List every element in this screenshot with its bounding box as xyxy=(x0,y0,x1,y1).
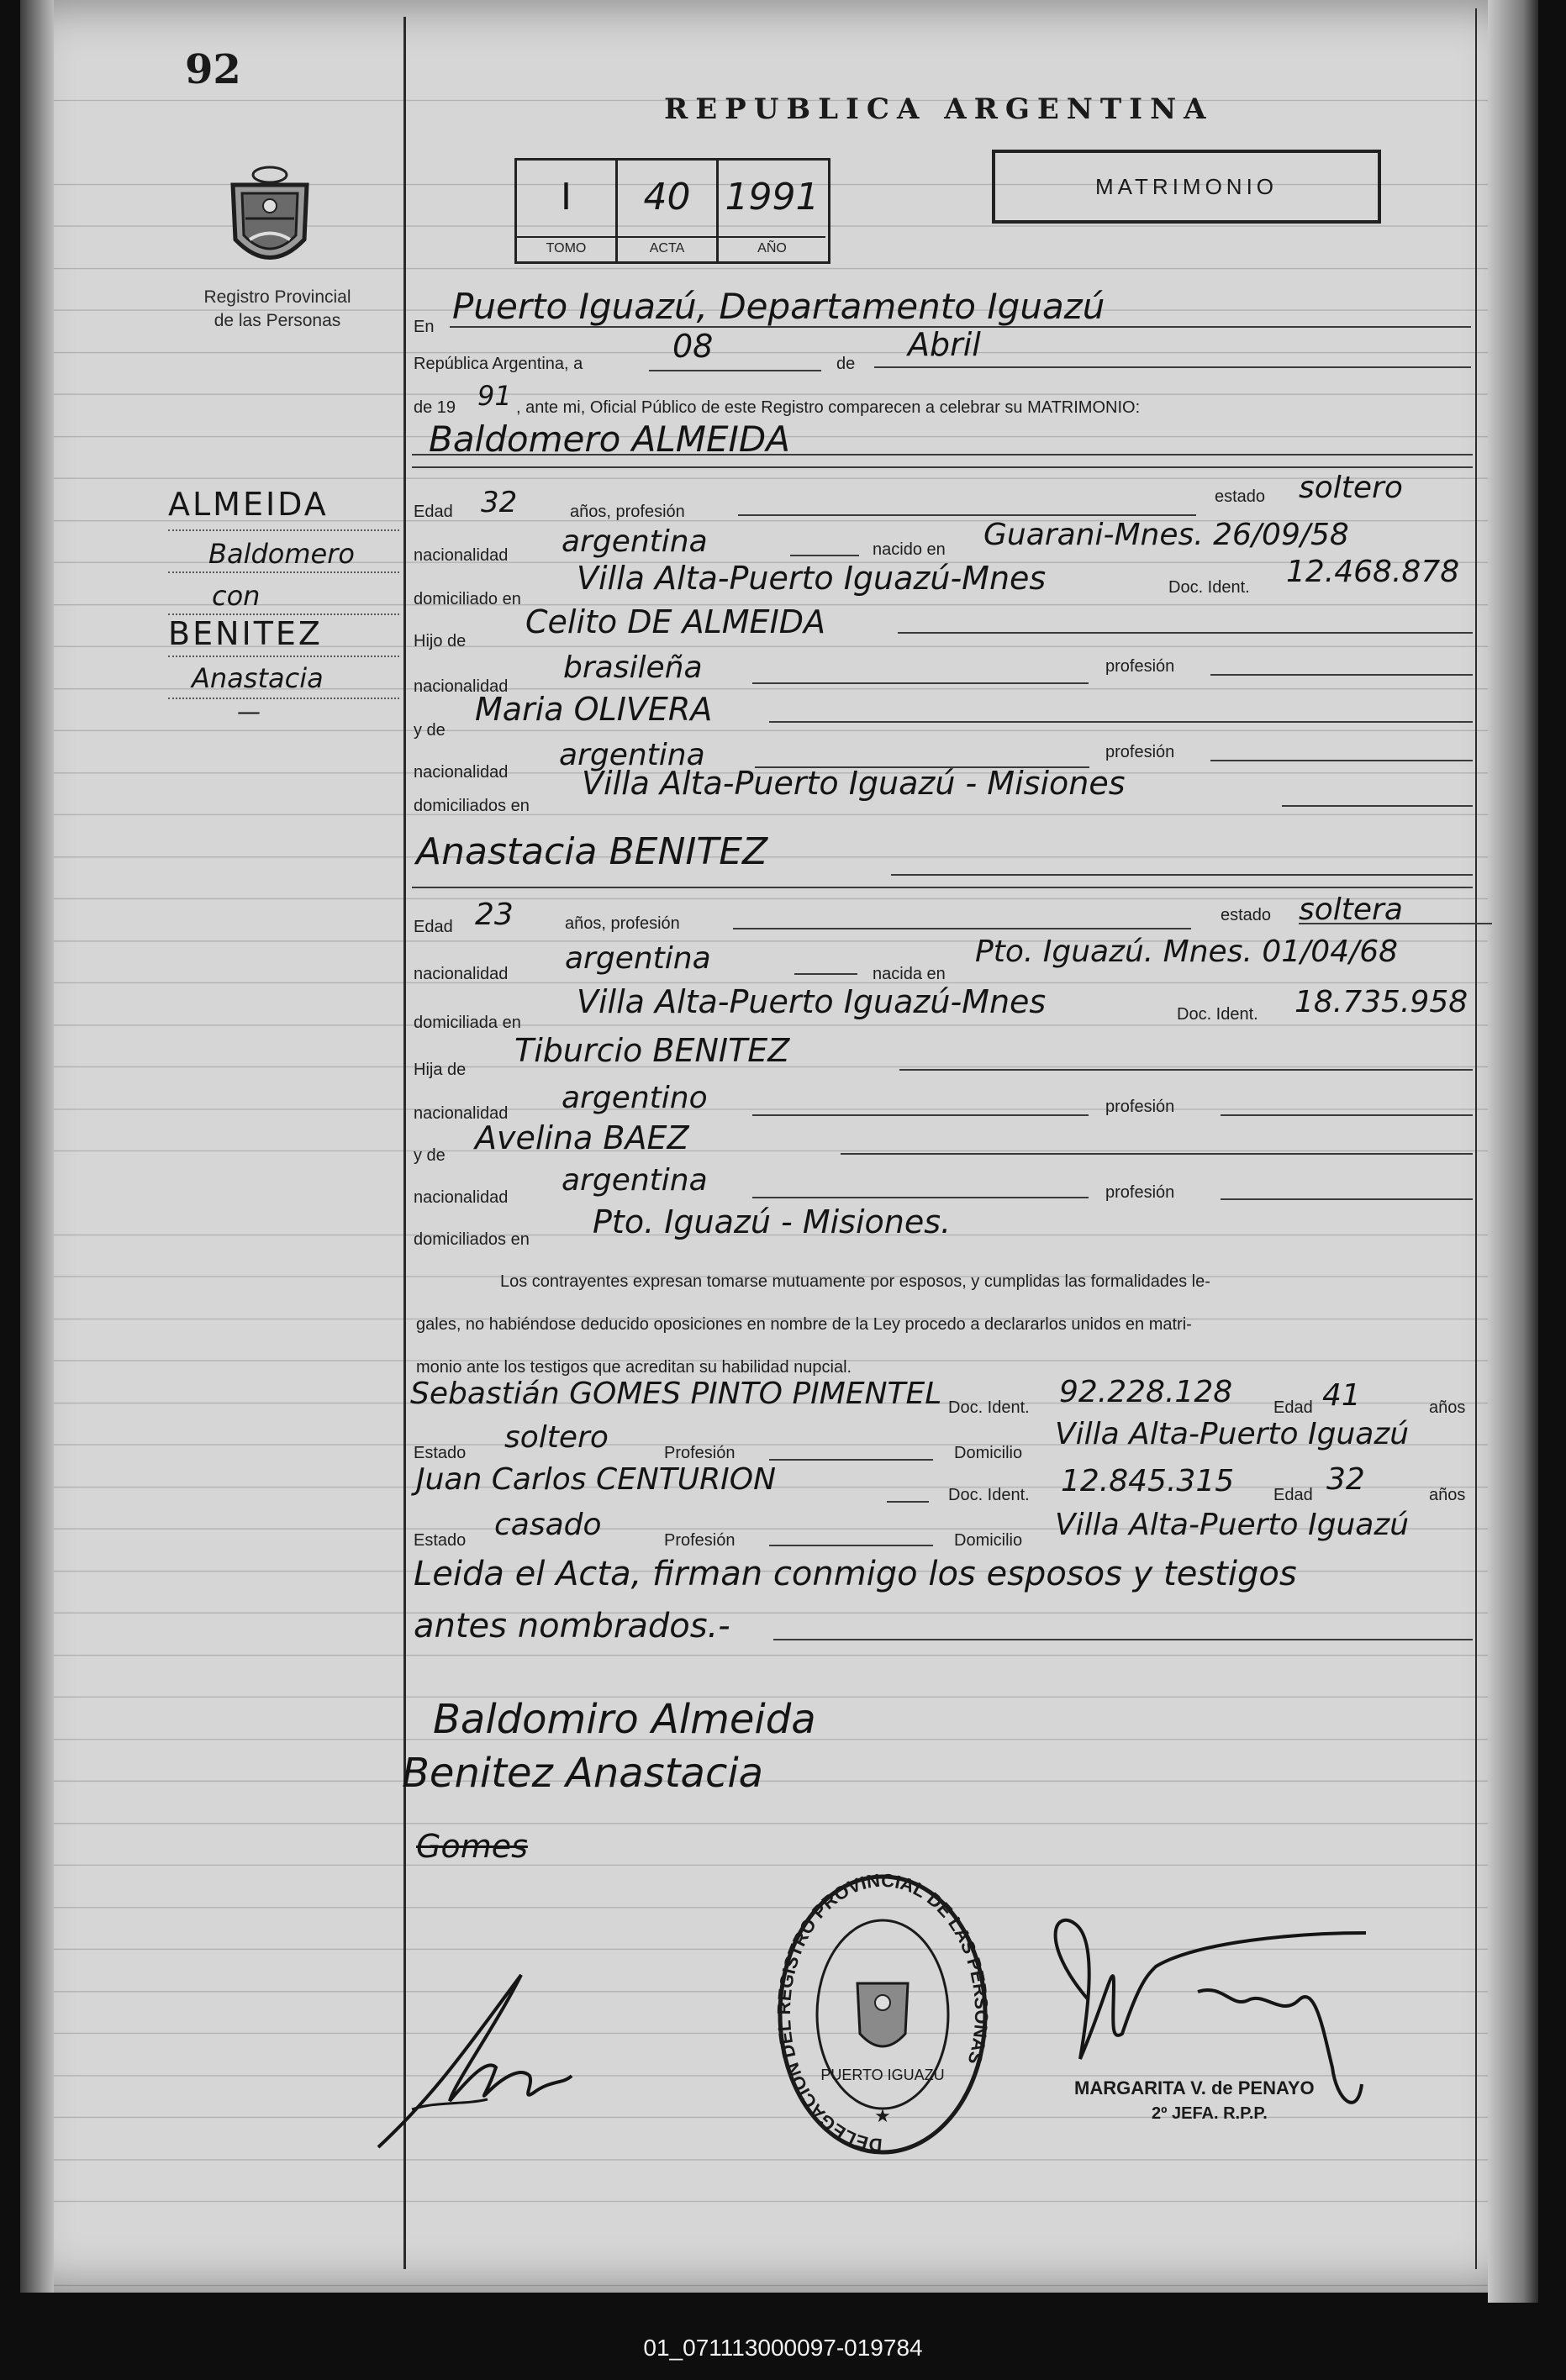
bride-father-prof-label: profesión xyxy=(1105,1098,1175,1116)
place-value: Puerto Iguazú, Departamento Iguazú xyxy=(452,286,1105,327)
bride-parents-domicile: Pto. Iguazú - Misiones. xyxy=(593,1203,952,1240)
groom-dom-label: domiciliado en xyxy=(414,590,521,608)
witness-2-signature-text: Centurion xyxy=(361,1958,366,1959)
witness-2-name: Juan Carlos CENTURION xyxy=(416,1462,777,1497)
witness-1-anos-label: años xyxy=(1429,1398,1466,1417)
closing-line-2: antes nombrados.- xyxy=(414,1607,730,1645)
witness-1-status: soltero xyxy=(504,1420,609,1455)
margin-surname-1: ALMEIDA xyxy=(168,486,329,523)
registry-label xyxy=(172,286,382,333)
witness-1-dom-label: Domicilio xyxy=(954,1444,1023,1462)
groom-mother-nationality: argentina xyxy=(559,738,705,772)
bride-mother-prof-label: profesión xyxy=(1105,1183,1175,1202)
groom-signature: Baldomiro Almeida xyxy=(433,1696,816,1743)
groom-nacido-label: nacido en xyxy=(873,540,946,559)
bride-mother-nac-label: nacionalidad xyxy=(414,1188,509,1207)
groom-birth: Guarani-Mnes. 26/09/58 xyxy=(983,518,1349,552)
margin-surname-2: BENITEZ xyxy=(168,615,323,652)
witness-2-doc-label: Doc. Ident. xyxy=(948,1486,1030,1504)
declaration-line-1: Los contrayentes expresan tomarse mutuamente por esposos, y cumplidas las formalidades le- xyxy=(500,1272,1210,1291)
bride-doc: 18.735.958 xyxy=(1294,985,1468,1019)
groom-domicile: Villa Alta-Puerto Iguazú-Mnes xyxy=(577,560,1047,597)
groom-parents-domicile: Villa Alta-Puerto Iguazú - Misiones xyxy=(582,765,1126,802)
bride-age: 23 xyxy=(475,898,514,932)
groom-y-de-label: y de xyxy=(414,721,446,740)
witness-2-doc: 12.845.315 xyxy=(1061,1464,1235,1498)
margin-given-1: Baldomero xyxy=(208,538,355,570)
bride-domicile: Villa Alta-Puerto Iguazú-Mnes xyxy=(577,983,1047,1020)
image-caption: 01_071113000097-019784 xyxy=(643,2335,923,2361)
groom-father: Celito DE ALMEIDA xyxy=(525,603,826,640)
anio-label: AÑO xyxy=(719,236,825,256)
registry-stamp xyxy=(773,1870,992,2160)
en-label: En xyxy=(414,318,435,336)
groom-edad-label: Edad xyxy=(414,503,453,521)
hijo-de-label: Hijo de xyxy=(414,632,467,650)
hija-de-label: Hija de xyxy=(414,1061,467,1079)
registry-line-2: de las Personas xyxy=(214,311,341,330)
official-name: MARGARITA V. de PENAYO xyxy=(1074,2077,1315,2098)
month-value: Abril xyxy=(908,326,981,363)
closing-line-1: Leida el Acta, firman conmigo los esposos y testigos xyxy=(414,1555,1297,1593)
groom-mother: Maria OLIVERA xyxy=(475,691,713,728)
witness-1-doc-label: Doc. Ident. xyxy=(948,1398,1030,1417)
bride-name: Anastacia BENITEZ xyxy=(416,830,768,873)
bride-nationality: argentina xyxy=(565,941,711,976)
witness-1-domicile: Villa Alta-Puerto Iguazú xyxy=(1055,1417,1410,1451)
bride-signature: Benitez Anastacia xyxy=(402,1750,764,1797)
anio-cell xyxy=(719,161,825,261)
stamp-ring-text: DELEGACION DEL REGISTRO PROVINCIAL DE LAS PERSONAS xyxy=(773,1870,992,2156)
margin-dash: — xyxy=(237,698,261,725)
bride-parents-dom-label: domiciliados en xyxy=(414,1230,530,1249)
registry-line-1: Registro Provincial xyxy=(203,287,351,307)
groom-parents-dom-label: domiciliados en xyxy=(414,797,530,815)
bride-estado-label: estado xyxy=(1221,906,1272,924)
day-value: 08 xyxy=(672,328,714,365)
groom-nac-label: nacionalidad xyxy=(414,546,509,565)
witness-1-estado-label: Estado xyxy=(414,1444,467,1462)
anio-value: 1991 xyxy=(725,176,820,219)
republica-label: República Argentina, a xyxy=(414,355,583,373)
bride-edad-label: Edad xyxy=(414,918,453,936)
official-title: 2º JEFA. R.P.P. xyxy=(1152,2104,1268,2123)
groom-status: soltero xyxy=(1299,471,1403,505)
tomo-cell xyxy=(517,161,618,261)
declaration-paragraph xyxy=(416,1261,1471,1389)
groom-mother-nac-label: nacionalidad xyxy=(414,763,509,782)
groom-anos-label: años, profesión xyxy=(570,503,685,521)
year-value: 91 xyxy=(477,380,512,412)
page-edge xyxy=(1488,0,1538,2303)
witness-2-signature xyxy=(361,1958,639,2160)
witness-2-status: casado xyxy=(494,1508,602,1542)
bride-father-nationality: argentino xyxy=(562,1081,708,1115)
groom-age: 32 xyxy=(481,486,518,519)
page-number: 92 xyxy=(185,46,241,93)
bride-nacida-label: nacida en xyxy=(873,965,946,983)
groom-mother-prof-label: profesión xyxy=(1105,743,1175,761)
witness-1-doc: 92.228.128 xyxy=(1059,1375,1233,1409)
coat-of-arms-icon xyxy=(220,160,319,277)
groom-father-prof-label: profesión xyxy=(1105,657,1175,676)
tomo-value: I xyxy=(561,176,572,219)
tomo-label: TOMO xyxy=(517,236,615,256)
witness-2-dom-label: Domicilio xyxy=(954,1531,1023,1550)
groom-estado-label: estado xyxy=(1215,487,1266,506)
right-border xyxy=(1475,8,1477,2269)
declaration-line-2: gales, no habiéndose deducido oposiciones en nombre de la Ley procedo a declararlos unidos en matri- xyxy=(416,1315,1192,1334)
witness-1-age: 41 xyxy=(1322,1378,1361,1413)
witness-2-anos-label: años xyxy=(1429,1486,1466,1504)
de-label: de xyxy=(836,355,856,373)
groom-nationality: argentina xyxy=(562,524,708,559)
appear-text: , ante mi, Oficial Público de este Registro comparecen a celebrar su MATRIMONIO: xyxy=(516,398,1141,417)
book-binding xyxy=(20,0,54,2293)
witness-signature: Gomes xyxy=(416,1828,528,1865)
witness-2-edad-label: Edad xyxy=(1273,1486,1313,1504)
witness-2-estado-label: Estado xyxy=(414,1531,467,1550)
stamp-star-icon: ★ xyxy=(874,2105,891,2126)
acta-label: ACTA xyxy=(618,236,716,256)
witness-1-name: Sebastián GOMES PINTO PIMENTEL xyxy=(410,1377,942,1411)
acta-cell xyxy=(618,161,719,261)
de19-label: de 19 xyxy=(414,398,456,417)
margin-divider xyxy=(403,17,406,2269)
bride-dom-label: domiciliada en xyxy=(414,1014,521,1032)
witness-2-prof-label: Profesión xyxy=(664,1531,736,1550)
bride-father: Tiburcio BENITEZ xyxy=(514,1032,790,1069)
country-title: REPUBLICA ARGENTINA xyxy=(664,92,1214,126)
margin-given-2: Anastacia xyxy=(192,662,324,694)
bride-father-nac-label: nacionalidad xyxy=(414,1104,509,1123)
bride-nac-label: nacionalidad xyxy=(414,965,509,983)
groom-doc-label: Doc. Ident. xyxy=(1168,578,1250,597)
witness-2-age: 32 xyxy=(1326,1462,1365,1497)
witness-1-prof-label: Profesión xyxy=(664,1444,736,1462)
declaration-line-3: monio ante los testigos que acreditan su habilidad nupcial. xyxy=(416,1358,852,1377)
bride-mother: Avelina BAEZ xyxy=(475,1119,689,1156)
stamp-inner-text: PUERTO IGUAZU xyxy=(820,2067,945,2083)
official-signature-text: Matinot xyxy=(1030,1908,1033,1909)
bride-status: soltera xyxy=(1299,893,1403,927)
acta-value: 40 xyxy=(643,176,691,219)
groom-father-nac-label: nacionalidad xyxy=(414,677,509,696)
bride-mother-nationality: argentina xyxy=(562,1163,708,1198)
witness-1-edad-label: Edad xyxy=(1273,1398,1313,1417)
record-type-box: MATRIMONIO xyxy=(992,150,1381,224)
bride-y-de-label: y de xyxy=(414,1146,446,1165)
bride-doc-label: Doc. Ident. xyxy=(1177,1005,1258,1024)
bride-anos-label: años, profesión xyxy=(565,914,680,933)
bride-birth: Pto. Iguazú. Mnes. 01/04/68 xyxy=(975,935,1399,969)
margin-con: con xyxy=(212,580,261,612)
stamp-crest-icon xyxy=(857,1983,908,2046)
groom-father-nationality: brasileña xyxy=(563,650,703,685)
groom-doc: 12.468.878 xyxy=(1286,555,1460,589)
record-number-table xyxy=(514,158,830,264)
witness-2-domicile: Villa Alta-Puerto Iguazú xyxy=(1055,1508,1410,1542)
official-signature xyxy=(1030,1908,1383,2177)
groom-name: Baldomero ALMEIDA xyxy=(429,419,791,460)
